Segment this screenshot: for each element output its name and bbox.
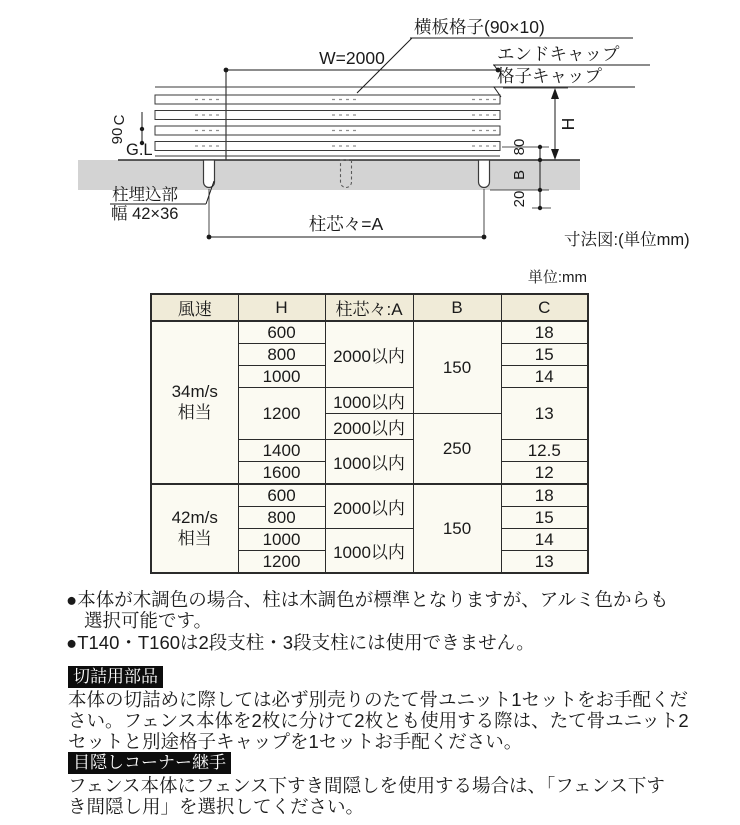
wind-42-line2: 相当 <box>177 528 212 548</box>
section-cut-parts-text <box>68 689 689 752</box>
col-header-h: H <box>238 294 325 321</box>
post-embed-size-label: 幅 42×36 <box>111 205 179 223</box>
table-cell: 800 <box>238 507 325 529</box>
table-cell: 150 <box>413 484 501 573</box>
table-row <box>151 484 588 507</box>
note-line <box>66 589 668 610</box>
post-pitch-label: 柱芯々=A <box>308 214 384 234</box>
table-cell: 12.5 <box>501 440 588 462</box>
dim-90-label: 90 <box>109 127 126 145</box>
table-cell: 1400 <box>238 440 325 462</box>
note-text: T140・T160は2段支柱・3段支柱には使用できません。 <box>77 632 535 653</box>
spec-table-wrap <box>150 293 589 574</box>
diagram-caption: 寸法図:(単位mm) <box>564 231 690 249</box>
right-embedded-post <box>479 160 490 188</box>
section-corner-joint-text <box>68 775 665 817</box>
ground-level-label: G.L <box>126 141 153 159</box>
para-line: フェンス本体にフェンス下すき間隠しを使用する場合は、「フェンス下す <box>68 775 665 796</box>
para-line: セットと別途格子キャップを1セットお手配ください。 <box>68 731 523 752</box>
wind-34-line2: 相当 <box>177 402 212 422</box>
table-cell: 1000 <box>238 366 325 388</box>
col-header-a: 柱芯々:A <box>325 294 413 321</box>
width-dimension-label: W=2000 <box>319 48 385 68</box>
note-wood-color <box>66 589 668 631</box>
note-line: 選択可能です。 <box>84 610 213 631</box>
wind-42-cell <box>151 484 238 573</box>
bullet-icon: ● <box>66 589 78 610</box>
note-line <box>66 632 535 653</box>
table-cell: 1000 <box>238 529 325 551</box>
table-cell: 13 <box>501 388 588 440</box>
table-cell: 1200 <box>238 388 325 440</box>
table-cell: 600 <box>238 321 325 344</box>
board-bracket-marks <box>195 100 500 147</box>
table-header-row <box>151 294 588 321</box>
table-cell: 150 <box>413 321 501 414</box>
table-cell: 14 <box>501 529 588 551</box>
table-cell: 250 <box>413 414 501 485</box>
wind-34-cell <box>151 321 238 484</box>
table-cell: 1000以内 <box>325 529 413 574</box>
table-cell: 15 <box>501 344 588 366</box>
table-cell: 2000以内 <box>325 414 413 440</box>
base-dimension <box>511 190 551 210</box>
table-row <box>151 321 588 344</box>
table-cell: 600 <box>238 484 325 507</box>
dim-h-label: H <box>558 117 578 131</box>
table-unit-note: 単位:mm <box>527 269 587 286</box>
table-cell: 18 <box>501 484 588 507</box>
post-pitch-dimension <box>207 189 487 239</box>
table-cell: 13 <box>501 551 588 574</box>
wind-spec-table <box>150 293 589 574</box>
bottom-gap-dimension <box>502 139 549 163</box>
table-cell: 14 <box>501 366 588 388</box>
col-header-wind: 風速 <box>151 294 238 321</box>
table-cell: 1200 <box>238 551 325 574</box>
wind-42-line1: 42m/s <box>171 508 218 528</box>
table-cell: 15 <box>501 507 588 529</box>
note-text: 本体が木調色の場合、柱は木調色が標準となりますが、アルミ色からも <box>77 589 669 610</box>
para-line: さい。フェンス本体を2枚に分けて2枚とも使用する際は、たて骨ユニット2 <box>68 710 689 731</box>
section-title-corner-joint: 目隠しコーナー継手 <box>68 752 231 774</box>
fence-panel <box>155 87 500 156</box>
table-cell: 800 <box>238 344 325 366</box>
para-line: き間隠し用」を選択してください。 <box>68 796 365 817</box>
width-dimension <box>224 48 501 72</box>
table-cell: 1000以内 <box>325 388 413 414</box>
gridcap-callout-label: 格子キャップ <box>497 66 602 86</box>
col-header-b: B <box>413 294 501 321</box>
dim-20-label: 20 <box>511 190 528 208</box>
table-cell: 1600 <box>238 462 325 485</box>
table-cell: 1000以内 <box>325 440 413 485</box>
board-callout-label: 横板格子(90×10) <box>414 17 545 37</box>
post-embed-label: 柱埋込部 <box>112 186 178 204</box>
table-cell: 2000以内 <box>325 484 413 529</box>
table-cell: 18 <box>501 321 588 344</box>
dim-c-label: C <box>111 114 128 126</box>
dim-80-label: 80 <box>511 138 528 156</box>
gridcap-callout <box>493 66 635 97</box>
note-t140-t160 <box>66 632 535 653</box>
endcap-callout-label: エンドキャップ <box>497 44 620 64</box>
section-title-cut-parts: 切詰用部品 <box>68 666 163 688</box>
bullet-icon: ● <box>66 632 78 653</box>
table-cell: 12 <box>501 462 588 485</box>
wind-34-line1: 34m/s <box>171 382 218 402</box>
col-header-c: C <box>501 294 588 321</box>
dim-b-label: B <box>511 169 528 181</box>
fence-dimension-diagram <box>0 0 740 260</box>
para-line: 本体の切詰めに際しては必ず別売りのたて骨ユニット1セットをお手配くだ <box>68 689 689 710</box>
table-cell: 2000以内 <box>325 321 413 388</box>
